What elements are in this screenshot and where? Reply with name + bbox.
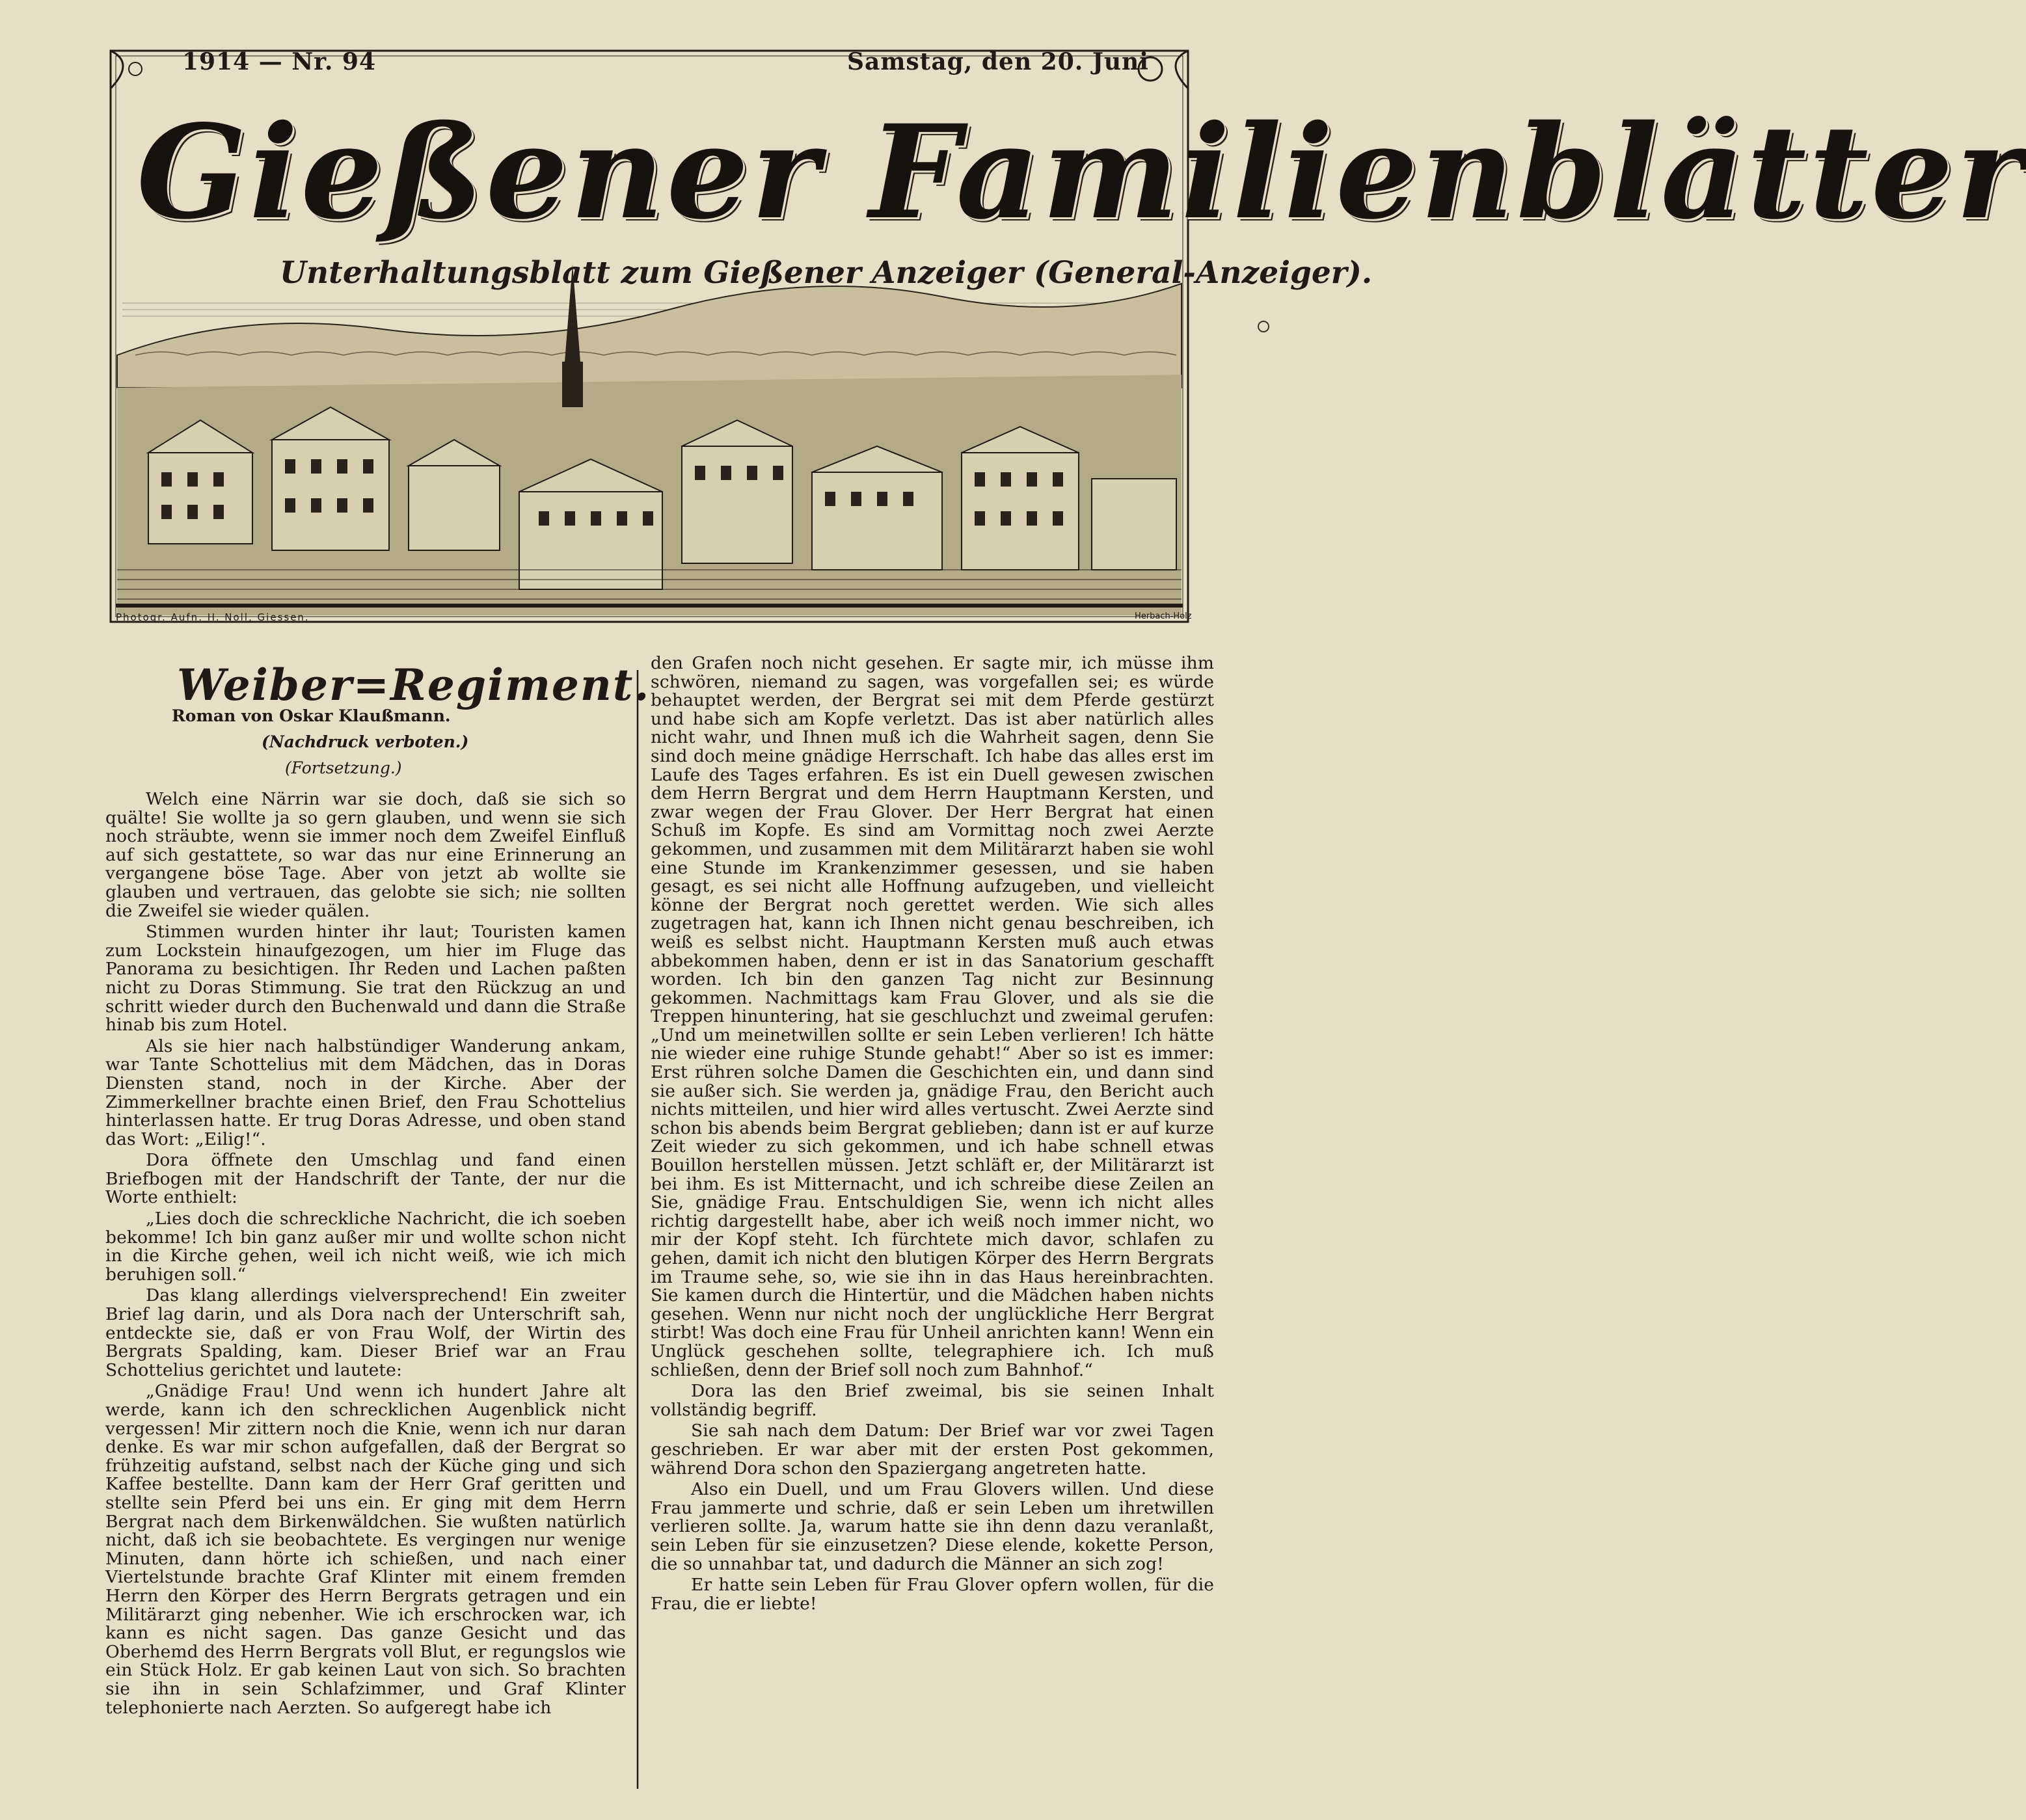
newspaper-title: Gießener Familienblätter	[137, 96, 2026, 248]
continuation-note: (Fortsetzung.)	[285, 758, 402, 777]
binding-hole-icon	[1256, 319, 1271, 334]
left-column	[105, 790, 626, 1720]
paragraph: „Lies doch die schreckliche Nachricht, die ich soeben bekomme! Ich bin ganz außer mir und wollte schon nicht in die Kirche gehen, weil ich nicht weiß, wie ich mich beruhigen soll.“	[105, 1209, 626, 1285]
article-byline: Roman von Oskar Klaußmann.	[172, 706, 451, 725]
paragraph: den Grafen noch nicht gesehen. Er sagte mir, ich müsse ihm schwören, niemand zu sagen, was vorgefallen sei; es würde behauptet werden, der Bergrat sei mit dem Pferde gestürzt und habe sich am Kopfe verletzt. Das ist aber natürlich alles nicht wahr, und Ihnen muß ich die Wahrheit sagen, denn Sie sind doch meine gnädige Herrschaft. Ich habe das alles erst im Laufe des Tages erfahren. Es ist ein Duell gewesen zwischen dem Herrn Bergrat und dem Herrn Hauptmann Kersten, und zwar wegen der Frau Glover. Der Herr Bergrat hat einen Schuß im Kopfe. Es sind am Vormittag noch zwei Aerzte gekommen, und zusammen mit dem Militärarzt haben sie wohl eine Stunde im Krankenzimmer gesessen, und sie haben gesagt, es sei nicht alle Hoffnung aufzugeben, und vielleicht könne der Bergrat noch gerettet werden. Wie sich alles zugetragen hat, kann ich Ihnen nicht genau beschreiben, ich weiß es selbst nicht. Hauptmann Kersten muß auch etwas abbekommen haben, denn er ist in das Sanatorium geschafft worden. Ich bin den ganzen Tag nicht zur Besinnung gekommen. Nachmittags kam Frau Glover, und als sie die Treppen hinuntering, hat sie geschluchzt und zweimal gerufen: „Und um meinetwillen sollte er sein Leben verlieren! Ich hätte nie wieder eine ruhige Stunde gehabt!“ Aber so ist es immer: Erst rühren solche Damen die Geschichten ein, und dann sind sie außer sich. Sie werden ja, gnädige Frau, den Bericht auch nichts mitteilen, und hier wird alles vertuscht. Zwei Aerzte sind schon bis abends beim Bergrat geblieben; dann ist er auf kurze Zeit wieder zu sich gekommen, und ich habe schnell etwas Bouillon herstellen müssen. Jetzt schläft er, der Militärarzt ist bei ihm. Es ist Mitternacht, und ich schreibe diese Zeilen an Sie, gnädige Frau. Entschuldigen Sie, wenn ich nicht alles richtig dargestellt habe, aber ich weiß noch immer nicht, wo mir der Kopf steht. Ich fürchtete mich davor, schlafen zu gehen, damit ich nicht den blutigen Körper des Herrn Bergrats im Traume sehe, so, wie sie ihn in das Haus hereinbrachten. Sie kamen durch die Hintertür, und die Mädchen haben nichts gesehen. Wenn nur nicht noch der unglückliche Herr Bergrat stirbt! Was doch eine Frau für Unheil anrichten kann! Wenn ein Unglück geschehen sollte, telegraphiere ich. Ich muß schließen, denn der Brief soll noch zum Bahnhof.“	[651, 653, 1214, 1380]
issue-number: 1914 — Nr. 94	[182, 48, 376, 75]
paragraph: Welch eine Närrin war sie doch, daß sie sich so quälte! Sie wollte ja so gern glauben, und wenn sie sich noch sträubte, wenn sie immer noch dem Zweifel Einfluß auf sich gestattete, so war das nur eine Erinnerung an vergangene böse Tage. Aber von jetzt ab wollte sie glauben und vertrauen, das gelobte sie sich; nie sollten die Zweifel sie wieder quälen.	[105, 789, 626, 921]
paragraph: Sie sah nach dem Datum: Der Brief war vor zwei Tagen geschrieben. Er war aber mit der ersten Post gekommen, während Dora schon den Spaziergang angetreten hatte.	[651, 1421, 1214, 1479]
paragraph: „Gnädige Frau! Und wenn ich hundert Jahre alt werde, kann ich den schrecklichen Augenblick nicht vergessen! Mir zittern noch die Knie, wenn ich nur daran denke. Es war mir schon aufgefallen, daß der Bergrat so frühzeitig aufstand, selbst nach der Küche ging und sich Kaffee bestellte. Dann kam der Herr Graf geritten und stellte sein Pferd bei uns ein. Er ging mit dem Herrn Bergrat nach dem Birkenwäldchen. Sie wußten natürlich nicht, daß ich sie beobachtete. Es vergingen nur wenige Minuten, dann hörte ich schießen, und nach einer Viertelstunde brachte Graf Klinter mit einem fremden Herrn den Körper des Herrn Bergrats getragen und ein Militärarzt ging nebenher. Wie ich erschrocken war, ich kann es nicht sagen. Das ganze Gesicht und das Oberhemd des Herrn Bergrats voll Blut, er regungslos wie ein Stück Holz. Er gab keinen Laut von sich. So brachten sie ihn in sein Schlafzimmer, und Graf Klinter telephonierte nach Aerzten. So aufgeregt habe ich	[105, 1381, 626, 1718]
engraver-credit: Herbach-Holz	[1135, 611, 1192, 621]
column-divider	[636, 670, 639, 1789]
issue-date: Samstag, den 20. Juni	[847, 48, 1149, 75]
paragraph: Das klang allerdings vielversprechend! Ein zweiter Brief lag darin, und als Dora nach der Unterschrift sah, entdeckte sie, daß er von Frau Wolf, der Wirtin des Bergrats Spalding, kam. Dieser Brief war an Frau Schottelius gerichtet und lautete:	[105, 1285, 626, 1380]
paragraph: Dora öffnete den Umschlag und fand einen Briefbogen mit der Handschrift der Tante, der nur die Worte enthielt:	[105, 1150, 626, 1208]
paragraph: Er hatte sein Leben für Frau Glover opfern wollen, für die Frau, die er liebte!	[651, 1575, 1214, 1614]
photo-credit: Photogr. Aufn. H. Noll, Giessen.	[116, 611, 310, 623]
paragraph: Also ein Duell, und um Frau Glovers willen. Und diese Frau jammerte und schrie, daß er sein Leben um ihretwillen verlieren sollte. Ja, warum hatte sie ihn denn dazu veranlaßt, sein Leben für sie einzusetzen? Diese elende, kokette Person, die so unnahbar tat, und dadurch die Männer an sich zog!	[651, 1479, 1214, 1574]
paragraph: Als sie hier nach halbstündiger Wanderung ankam, war Tante Schottelius mit dem Mädchen, das in Doras Diensten stand, noch in der Kirche. Aber der Zimmerkellner brachte einen Brief, den Frau Schottelius hinterlassen hatte. Er trug Doras Adresse, und oben stand das Wort: „Eilig!“.	[105, 1036, 626, 1149]
reprint-notice: (Nachdruck verboten.)	[262, 732, 469, 751]
paragraph: Stimmen wurden hinter ihr laut; Touristen kamen zum Lockstein hinaufgezogen, um hier im Fluge das Panorama zu besichtigen. Ihr Reden und Lachen paßten nicht zu Doras Stimmung. Sie trat den Rückzug an und schritt wieder durch den Buchenwald und dann die Straße hinab bis zum Hotel.	[105, 922, 626, 1036]
newspaper-subtitle: Unterhaltungsblatt zum Gießener Anzeiger (General-Anzeiger).	[280, 255, 1373, 291]
paragraph: Dora las den Brief zweimal, bis sie seinen Inhalt vollständig begriff.	[651, 1381, 1214, 1420]
right-column	[651, 654, 1214, 1616]
article-title: Weiber=Regiment.	[177, 660, 651, 710]
